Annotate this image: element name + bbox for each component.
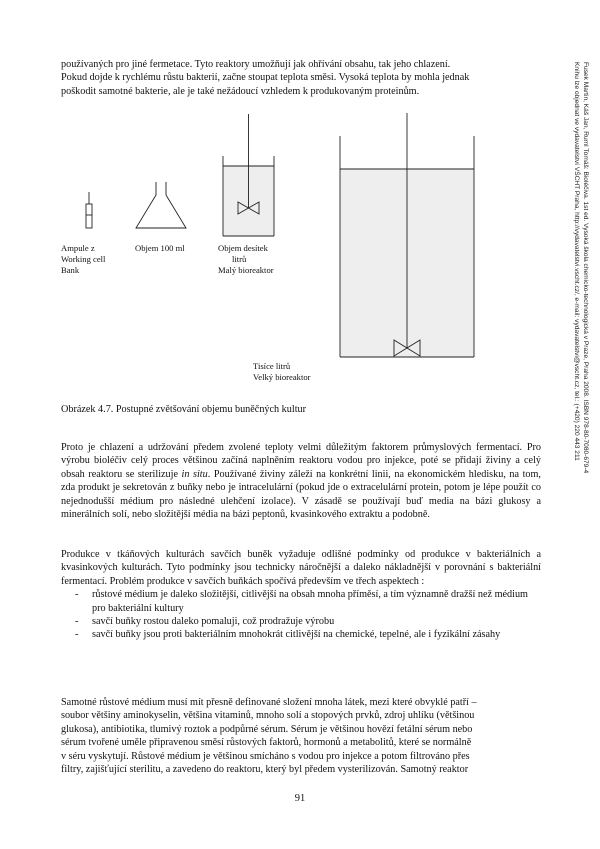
small-bioreactor-icon [223,114,274,236]
list-item: - savčí buňky jsou proti bakteriálním mnohokrát citlivější na chemické, tepelné, ale i fyzikální zásahy [75,628,541,641]
large-bioreactor-label: Velký bioreaktor [253,372,311,382]
list-item: - růstové médium je daleko složitější, citlivější na obsah mnoha příměsí, a tím významně dražší než médium pro bakteriální kultury [75,588,541,615]
paragraph-top [61,58,541,98]
text-line: používaných pro jiné fermetace. Tyto reaktory umožňují jak ohřívání obsahu, tak jeho chlazení. [61,59,451,70]
flask-label: Objem 100 ml [135,243,185,253]
list-item: - savčí buňky rostou daleko pomaluji, což prodražuje výrobu [75,615,541,628]
figure-scale-up-diagram [56,100,496,392]
paragraph-mammalian [61,548,541,642]
aspect-list [75,588,541,642]
text-line: sérum tvořené uměle připravenou směsí růstových faktorů, hormonů a metabolitů, které se normálně [61,737,472,749]
ampule-icon [86,192,92,228]
page-number: 91 [294,793,306,804]
ampule-label: Bank [61,265,80,275]
flask-icon [136,182,186,228]
text-line: filtry, zajišťující sterilitu, a zavedeno do reaktoru, který byl předem vysterilizován. Samotný reaktor [61,764,469,776]
small-bioreactor-label: Objem desítek [218,243,268,253]
citation-line: Fusek Martin, Káš Jan, Ruml Tomáš: Bioléčiva. 1st ed. Vysoká škola chemicko-technologická v Praze, Praha 2008. ISBN 978-80-7080-679-4 [582,62,589,474]
small-bioreactor-label: Malý bioreaktor [218,265,274,275]
side-citation [560,62,590,582]
large-bioreactor-label: Tisíce litrů [253,361,291,371]
text-line: Pokud dojde k rychlému růstu bakterií, začne stoupat teplota směsi. Vysoká teplota by mohla jednak [61,72,470,84]
citation-line: Knihu lze objednat ve vydavatelství VŠCHT Praha, http://vydavatelstvi.vscht.cz/, e-mail: vydavatelstvi@vscht.cz, tel.: (+420) 220 443 211 [573,62,580,461]
large-bioreactor-icon [340,113,474,357]
small-bioreactor-label: litrů [232,254,247,264]
paragraph-text: Produkce v tkáňových kulturách savčích buněk vyžaduje odlišné podmínky od produkce v bakteriálních a kvasinkových kulturách. Tyto podmínky jsou technicky náročnější a daleko nákladnější v porovnání s bakteriální fermentací. Problém produkce v savčích buňkách spočívá především ve třech aspektech : [61,549,541,587]
text-line: glukosa), antibiotika, tlumivý roztok a podpůrné sérum. Sérum je většinou hovězí fetální sérum nebo [61,723,473,735]
paragraph-cooling [61,441,541,521]
text-line: soubor většiny aminokyselin, většina vitaminů, mnoho solí a stopových prvků, zdroj uhlíku (většinou [61,710,475,722]
ampule-label: Working cell [61,254,106,264]
paragraph-text: . Používané živiny záleží na konkrétní linii, na ekonomickém hledisku, na tom, zda produkt je sekretován z buňky nebo je intracelulární (pokud jde o extracelulární protein, potom je lépe použít co nejednodušší médium pro následné ulehčení izolace). V zásadě se používají buď media na bázi glukosy a minerálních solí, nebo složitější média na bázi peptonů, kvasinkového extraktu a podobně. [61,468,541,521]
text-line: poškodit samotné bakterie, ale je také nežádoucí vzhledem k produkovaným proteinům. [61,85,420,97]
paragraph-text: Proto je chlazení a udržování předem zvolené teploty velmi důležitým faktorem průmyslových fermentací. Pro výrobu bioléčiv celý proces většinou začíná naplněním reaktoru vodou pro injekce, poté se přidají živiny a celý obsah reaktoru se sterilizuje [61,442,541,480]
text-line: v séru vyskytují. Růstové médium je většinou smícháno s vodou pro injekce a potom filtrováno přes [61,750,470,762]
ampule-label: Ampule z [61,243,95,253]
text-line: Samotné růstové médium musí mít přesně definované složení mnoha látek, mezi které obvyklé patří – [61,697,477,708]
paragraph-medium [61,696,541,776]
italic-term: in situ [181,468,208,480]
figure-caption: Obrázek 4.7. Postupné zvětšování objemu buněčných kultur [61,404,307,415]
